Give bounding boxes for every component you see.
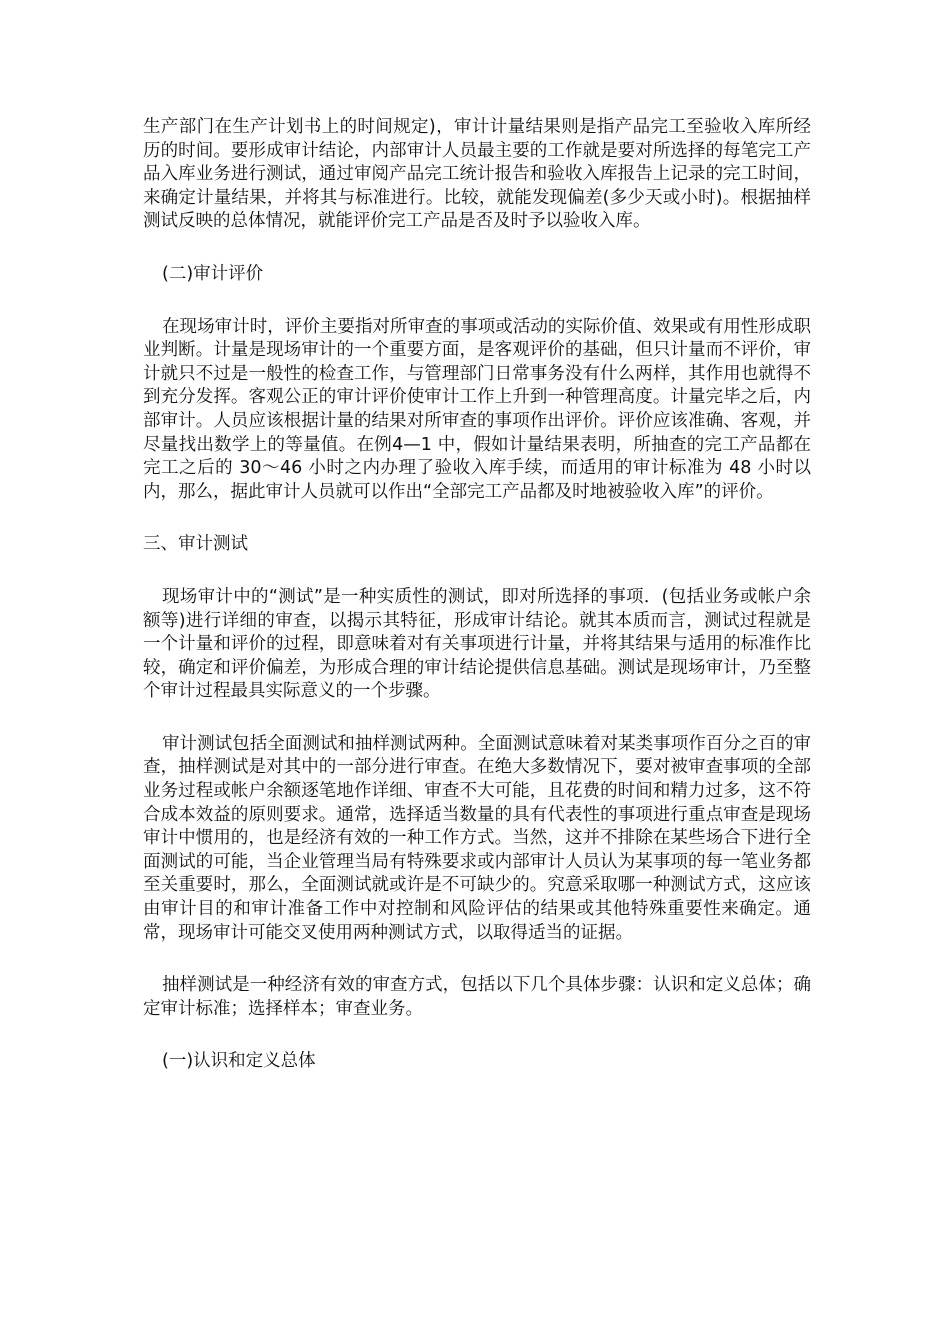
paragraph-completion-time: 生产部门在生产计划书上的时间规定)，审计计量结果则是指产品完工至验收入库所经历的时间。要形成审计结论，内部审计人员最主要的工作就是要对所选择的每笔完工产品入库业务进行测试，通过审阅产品完工统计报告和验收入库报告上记录的完工时间，来确定计量结果，并将其与标准进行。比较，就能发现偏差(多少天或小时)。根据抽样测试反映的总体情况，就能评价完工产品是否及时予以验收入库。 [143,117,811,232]
paragraph-audit-evaluation: 在现场审计时，评价主要指对所审查的事项或活动的实际价值、效果或有用性形成职业判断。计量是现场审计的一个重要方面，是客观评价的基础，但只计量而不评价，审计就只不过是一般性的检查工作，与管理部门日常事务没有什么两样，其作用也就得不到充分发挥。客观公正的审计评价使审计工作上升到一种管理高度。计量完毕之后，内部审计。人员应该根据计量的结果对所审查的事项作出评价。评价应该准确、客观，并尽量找出数学上的等量值。在例4—1 中，假如计量结果表明，所抽查的完工产品都在完工之后的 30～46 小时之内办理了验收入库手续，而适用的审计标准为 48 小时以内，那么，据此审计人员就可以作出“全部完工产品都及时地被验收入库”的评价。 [143,316,811,502]
section-heading-audit-evaluation: (二)审计评价 [162,263,264,284]
paragraph-sampling-steps: 抽样测试是一种经济有效的审查方式，包括以下几个具体步骤：认识和定义总体；确定审计标准；选择样本；审查业务。 [143,975,811,1019]
section-heading-define-population: (一)认识和定义总体 [162,1051,316,1072]
paragraph-full-and-sample-testing: 审计测试包括全面测试和抽样测试两种。全面测试意味着对某类事项作百分之百的审查，抽样测试是对其中的一部分进行审查。在绝大多数情况下，要对被审查事项的全部业务过程或帐户余额逐笔地作详细、审查不大可能，且花费的时间和精力过多，这不符合成本效益的原则要求。通常，选择适当数量的具有代表性的事项进行重点审查是现场审计中惯用的，也是经济有效的一种工作方式。当然，这并不排除在某些场合下进行全面测试的可能，当企业管理当局有特殊要求或内部审计人员认为某事项的每一笔业务都至关重要时，那么，全面测试就或许是不可缺少的。究意采取哪一种测试方式，这应该由审计目的和审计准备工作中对控制和风险评估的结果或其他特殊重要性来确定。通常，现场审计可能交叉使用两种测试方式，以取得适当的证据。 [143,733,811,943]
section-heading-audit-testing: 三、审计测试 [143,534,248,555]
paragraph-testing-definition: 现场审计中的“测试”是一种实质性的测试，即对所选择的事项．(包括业务或帐户余额等)进行详细的审查，以揭示其特征，形成审计结论。就其本质而言，测试过程就是一个计量和评价的过程，即意味着对有关事项进行计量，并将其结果与适用的标准作比较，确定和评价偏差，为形成合理的审计结论提供信息基础。测试是现场审计，乃至整个审计过程最具实际意义的一个步骤。 [143,586,811,702]
document-body [143,116,811,1103]
